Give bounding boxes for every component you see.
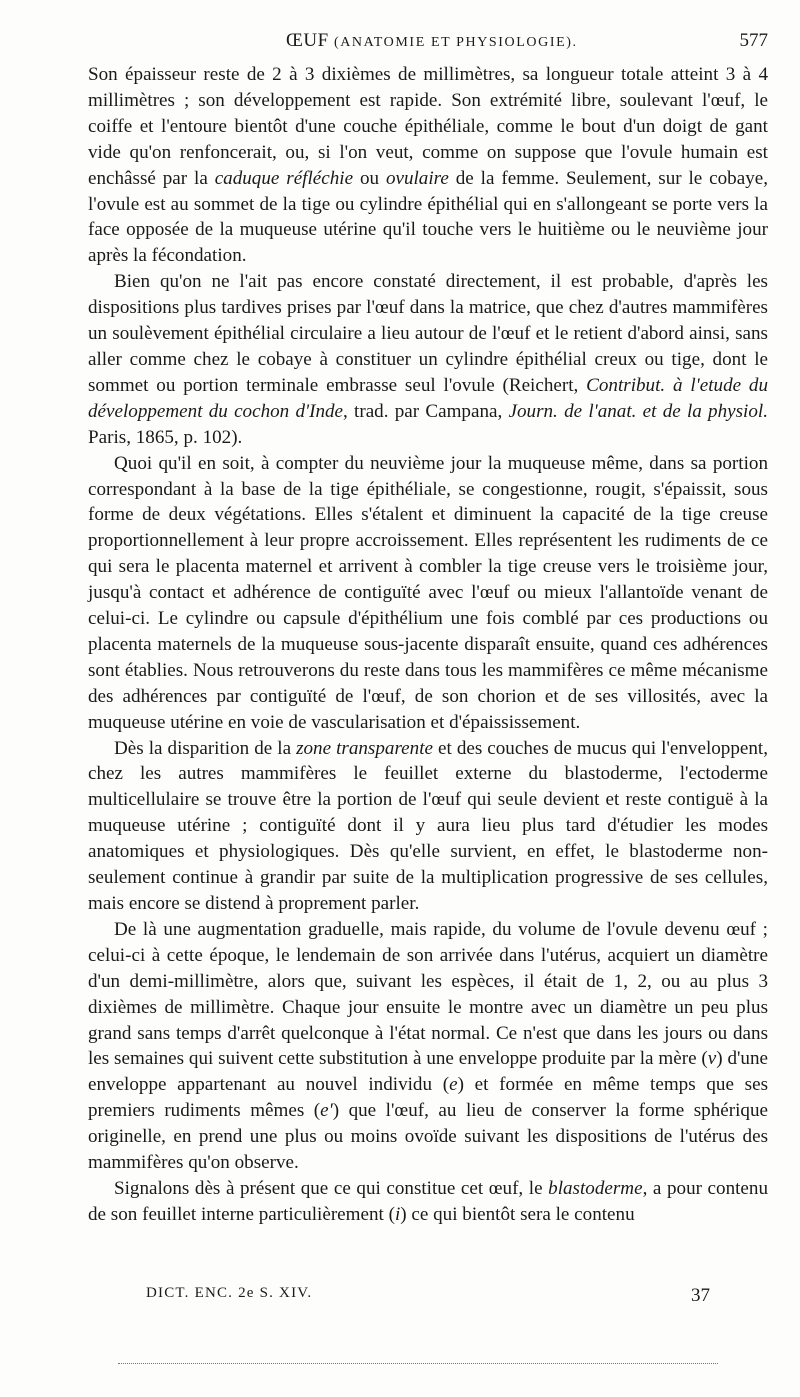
text-run: Signalons dès à présent que ce qui constitue cet œuf, le (114, 1177, 549, 1199)
page-number: 577 (739, 30, 768, 51)
text-run: , a pour contenu de son feuillet interne particulièrement ( (88, 1177, 768, 1225)
body-text (88, 62, 768, 1228)
text-run: ) et formée en même temps que ses premiers rudiments mêmes ( (88, 1074, 768, 1122)
italic-text-run: Contribut. à l'etude du développement du cochon d'Inde (88, 374, 768, 422)
italic-text-run: e (449, 1074, 458, 1096)
text-run: Dès la disparition de la (114, 737, 297, 759)
text-run: Quoi qu'il en soit, à compter du neuvième jour la muqueuse même, dans sa portion correspondant à la base de la tige épithéliale, se congestionne, rougit, s'épaissit, sous forme de deux végétations. Elles s'étalent et diminuent la capacité de la tige creuse proportionnellement à leur propre accroissement. Elles représentent les rudiments de ce qui sera le placenta maternel et arrivent à combler la tige creuse vers le troisième jour, jusqu'à contact et adhérence de contiguïté avec l'œuf ou mieux l'allantoïde venant de celui-ci. Le cylindre ou capsule d'épithélium une fois comblé par ces productions ou placenta maternels de la muqueuse sous-jacente disparaît ensuite, quand ces adhérences sont établies. Nous retrouverons du reste dans tous les mammifères ce même mécanisme des adhérences par contiguïté de l'œuf, de son chorion et de ses villosités, avec la muqueuse utérine en voie de vascularisation et d'épaississement. (88, 452, 768, 733)
italic-text-run: v (707, 1048, 717, 1070)
italic-text-run: ovulaire (385, 167, 449, 189)
paragraph (88, 1176, 768, 1228)
paragraph (88, 736, 768, 917)
text-run: et des couches de mucus qui l'enveloppent, chez les autres mammifères le feuillet externe du blastoderme, l'ectoderme multicellulaire se trouve être la portion de l'œuf qui seule devient et reste contiguë à la muqueuse utérine ; contiguïté dont il y aura lieu plus tard d'étudier les modes anatomiques et physiologiques. Dès qu'elle survient, en effet, le blastoderme non-seulement continue à grandir par suite de la multiplication progressive de ses cellules, mais encore se distend à proprement parler. (88, 737, 768, 914)
italic-text-run: Journ. de l'anat. et de la physiol. (508, 400, 768, 422)
text-run: Son épaisseur reste de 2 à 3 dixièmes de millimètres, sa longueur totale atteint 3 à 4 millimètres ; son développement est rapide. Son extrémité libre, soulevant l'œuf, le coiffe et l'entoure bientôt d'une couche épithéliale, comme le bout d'un doigt de gant vide qu'on renfoncerait, ou, si l'on veut, comme on suppose que l'ovule humain est enchâssé par la (88, 64, 768, 189)
running-title (286, 30, 578, 52)
text-run: Bien qu'on ne l'ait pas encore constaté directement, il est probable, d'après les dispositions plus tardives prises par l'œuf dans la matrice, que chez d'autres mammifères un soulèvement épithélial circulaire a lieu autour de l'œuf et le retient d'abord ainsi, sans aller comme chez le cobaye à constituer un cylindre épithélial creux ou tige, dont le sommet ou portion terminale embrasse seul l'ovule (Reichert, (88, 271, 768, 396)
text-run: ou (353, 167, 386, 189)
italic-text-run: e' (320, 1100, 333, 1122)
printer-signature: DICT. ENC. 2e S. XIV. (146, 1285, 313, 1301)
signature-number: 37 (691, 1285, 710, 1306)
text-run: ) que l'œuf, au lieu de conserver la forme sphérique originelle, en prend une plus ou moins ovoïde suivant les dispositions de l'utérus des mammifères qu'on observe. (88, 1100, 768, 1174)
paragraph (88, 62, 768, 269)
italic-text-run: i (394, 1203, 401, 1225)
running-title-sub: (ANATOMIE ET PHYSIOLOGIE). (333, 35, 578, 50)
running-header (88, 30, 768, 56)
text-run: De là une augmentation graduelle, mais rapide, du volume de l'ovule devenu œuf ; celui-ci à cette époque, le lendemain de son arrivée dans l'utérus, acquiert un diamètre d'un demi-millimètre, alors que, suivant les espèces, il était de 1, 2, ou au plus 3 dixièmes de millimètre. Chaque jour ensuite le montre avec un diamètre un peu plus grand sans temps d'arrêt quelconque à l'état normal. Ce n'est que dans les jours ou dans les semaines qui suivent cette substitution à une enveloppe produite par la mère ( (88, 918, 768, 1070)
text-run: , trad. par Campana, (343, 400, 509, 422)
paragraph (88, 451, 768, 736)
text-run: de la femme. Seulement, sur le cobaye, l'ovule est au sommet de la tige ou cylindre épithélial qui en s'allongeant se porte vers la face opposée de la muqueuse utérine qu'il touche vers le huitième ou le neuvième jour après la fécondation. (88, 167, 769, 267)
text-run: Paris, 1865, p. 102). (88, 426, 243, 448)
italic-text-run: blastoderme (548, 1177, 643, 1199)
italic-text-run: zone transparente (296, 737, 433, 759)
running-title-main: ŒUF (286, 30, 329, 51)
italic-text-run: caduque réfléchie (214, 167, 354, 189)
paragraph (88, 917, 768, 1176)
text-run: ) d'une enveloppe appartenant au nouvel individu ( (88, 1048, 768, 1096)
signature-line (146, 1285, 710, 1309)
bottom-dotted-rule (118, 1363, 718, 1364)
text-run: ) ce qui bientôt sera le contenu (400, 1203, 635, 1225)
paragraph (88, 269, 768, 450)
